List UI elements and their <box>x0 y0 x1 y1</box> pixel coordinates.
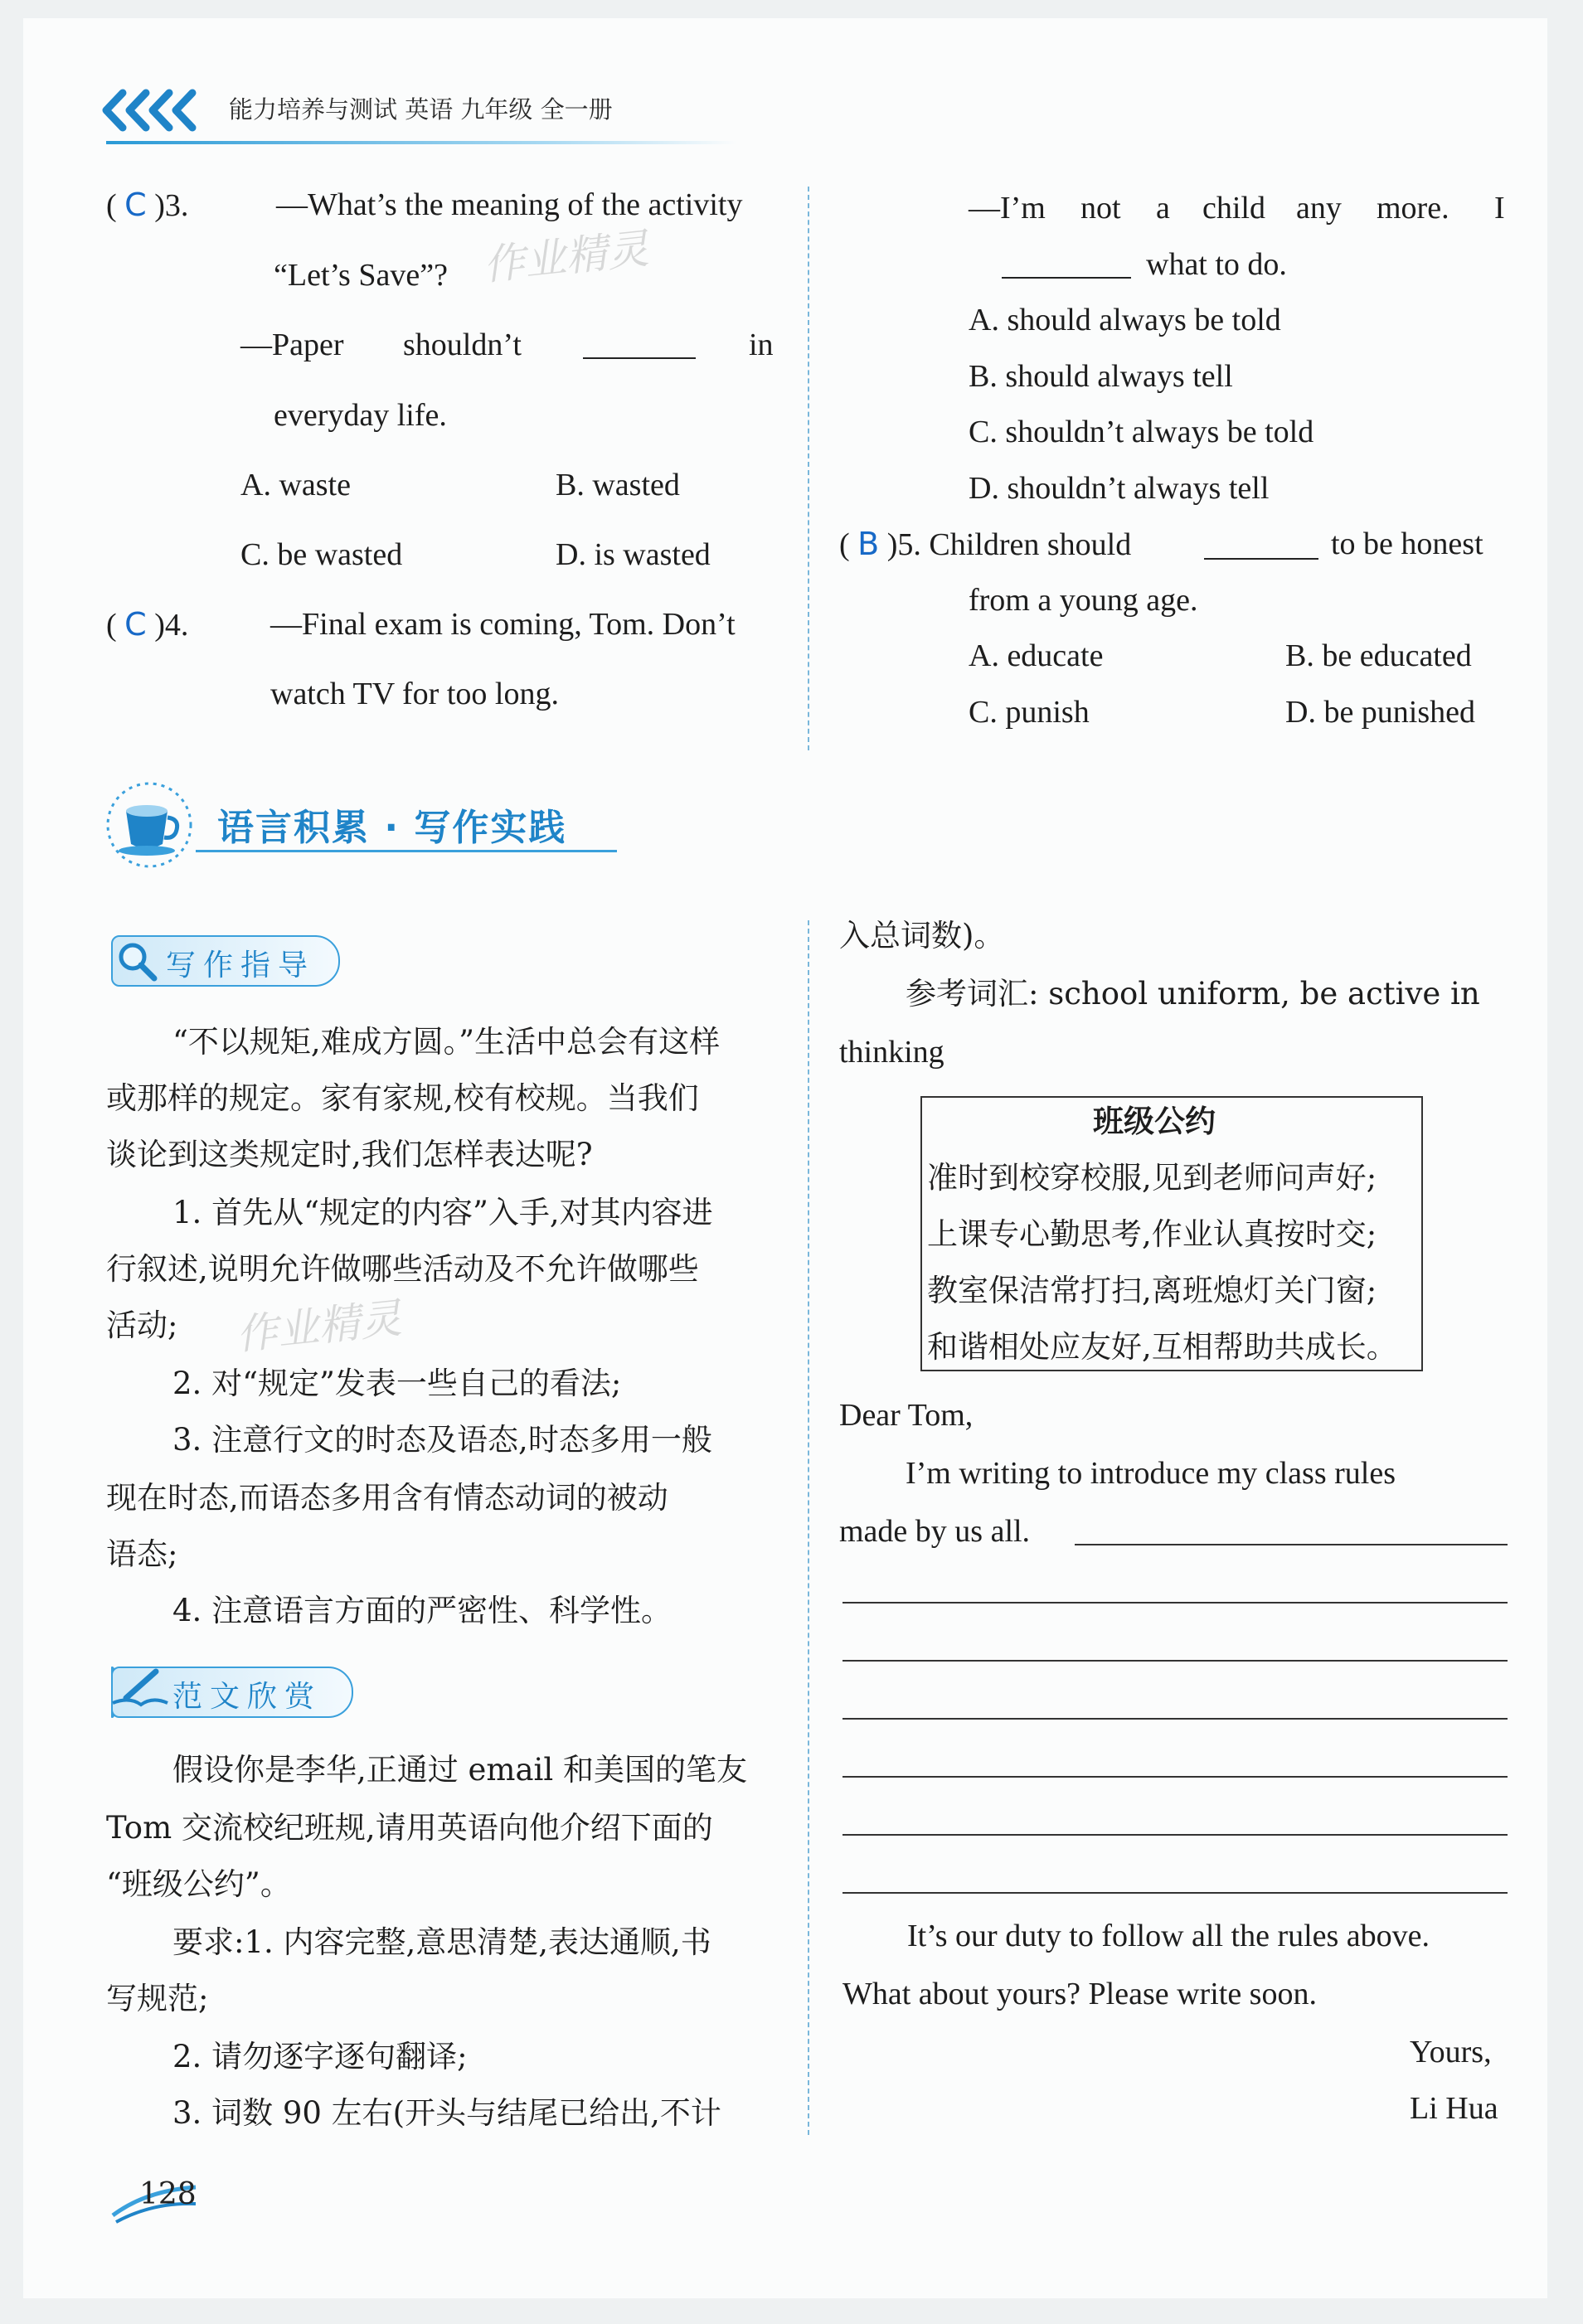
letter-greeting: Dear Tom, <box>839 1398 974 1433</box>
guide-intro-1: “不以规矩,难成方圆。”生活中总会有这样 <box>172 1024 721 1060</box>
letter-signature: Li Hua <box>1410 2091 1498 2126</box>
q3-stem-4: everyday life. <box>274 398 447 433</box>
q3-blank <box>583 332 696 359</box>
page-number: 128 <box>139 2177 197 2211</box>
writing-line-6[interactable] <box>842 1892 1508 1894</box>
q4-option-b: B. should always tell <box>969 359 1233 394</box>
q4-blank <box>1002 252 1131 279</box>
writing-line-2[interactable] <box>842 1660 1508 1662</box>
q4-stem-3d: child <box>1202 191 1265 226</box>
q4-stem-1: —Final exam is coming, Tom. Don’t <box>270 607 736 642</box>
q5-option-c: C. punish <box>969 695 1090 730</box>
q5-answer: ( B )5. Children should <box>839 526 1132 562</box>
letter-line-1: I’m writing to introduce my class rules <box>906 1456 1396 1491</box>
letter-ending-2: What about yours? Please write soon. <box>842 1977 1317 2011</box>
q3-stem-2: “Let’s Save”? <box>274 258 448 293</box>
guide-point-1b: 行叙述,说明允许做哪些活动及不允许做哪些 <box>106 1251 699 1287</box>
q4-stem-3g: I <box>1494 191 1505 226</box>
guide-point-3b: 现在时态,而语态多用含有情态动词的被动 <box>106 1480 668 1516</box>
guide-point-4: 4. 注意语言方面的严密性、科学性。 <box>172 1593 673 1628</box>
q3-stem-3b: shouldn’t <box>403 327 522 362</box>
letter-ending-1: It’s our duty to follow all the rules above. <box>907 1919 1430 1953</box>
guide-point-1a: 1. 首先从“规定的内容”入手,对其内容进 <box>172 1195 713 1230</box>
writing-line-0[interactable] <box>1075 1544 1508 1545</box>
class-rule-3: 教室保洁常打扫,离班熄灯关门窗; <box>927 1273 1377 1308</box>
letter-line-2: made by us all. <box>839 1514 1031 1549</box>
section-title-rule <box>196 850 617 852</box>
requirement-3a: 3. 词数 90 左右(开头与结尾已给出,不计 <box>172 2095 721 2131</box>
letter-closing: Yours, <box>1410 2035 1492 2069</box>
q3-option-d: D. is wasted <box>556 537 711 572</box>
task-3: “班级公约”。 <box>106 1866 291 1902</box>
q4-stem-3b: not <box>1080 191 1121 226</box>
q5-blank <box>1204 533 1318 560</box>
task-2: Tom 交流校纪班规,请用英语向他介绍下面的 <box>106 1810 713 1846</box>
q5-option-d: D. be punished <box>1285 695 1476 730</box>
q3-option-a: A. waste <box>240 468 351 502</box>
class-rules-title: 班级公约 <box>1093 1103 1216 1139</box>
section-title: 语言积累 · 写作实践 <box>217 807 567 849</box>
writing-guide-label: 写作指导 <box>166 949 316 982</box>
teacup-icon <box>103 779 196 871</box>
q4-option-c: C. shouldn’t always be told <box>969 415 1314 449</box>
column-divider-top <box>808 187 809 750</box>
header-rule <box>106 141 736 144</box>
requirement-2: 2. 请勿逐字逐句翻译; <box>172 2039 468 2074</box>
column-divider-bottom <box>808 920 809 2135</box>
requirement-1a: 要求:1. 内容完整,意思清楚,表达通顺,书 <box>172 1924 711 1960</box>
header-title: 能力培养与测试 英语 九年级 全一册 <box>229 95 613 124</box>
pen-book-icon <box>108 1665 169 1715</box>
writing-line-3[interactable] <box>842 1718 1508 1720</box>
watermark-middle: 作业精灵 <box>233 1293 404 1360</box>
q5-stem-1b: to be honest <box>1331 526 1483 561</box>
q3-option-c: C. be wasted <box>240 537 403 572</box>
q4-stem-3e: any <box>1296 191 1342 226</box>
guide-intro-3: 谈论到这类规定时,我们怎样表达呢? <box>106 1137 593 1172</box>
guide-point-3a: 3. 注意行文的时态及语态,时态多用一般 <box>172 1422 712 1458</box>
q5-option-a: A. educate <box>969 638 1104 673</box>
q4-stem-3c: a <box>1156 191 1170 226</box>
vocab-line-1: 参考词汇: school uniform, be active in <box>906 976 1480 1012</box>
q5-option-b: B. be educated <box>1285 638 1472 673</box>
watermark-top: 作业精灵 <box>480 224 651 290</box>
model-essay-label: 范文欣赏 <box>172 1680 323 1714</box>
guide-point-3c: 语态; <box>106 1536 178 1572</box>
guide-point-2: 2. 对“规定”发表一些自己的看法; <box>172 1366 622 1401</box>
class-rule-1: 准时到校穿校服,见到老师问声好; <box>927 1160 1377 1196</box>
vocab-line-2: thinking <box>839 1035 944 1070</box>
q4-option-a: A. should always be told <box>969 303 1281 337</box>
q4-stem-2: watch TV for too long. <box>270 677 559 711</box>
task-1: 假设你是李华,正通过 email 和美国的笔友 <box>172 1752 747 1788</box>
q3-stem-3c: in <box>749 327 774 362</box>
magnifier-icon <box>113 937 159 983</box>
requirement-1b: 写规范; <box>106 1981 209 2016</box>
q4-stem-3f: more. <box>1377 191 1449 226</box>
q4-answer: ( C )4. <box>106 606 189 643</box>
guide-intro-2: 或那样的规定。家有家规,校有校规。当我们 <box>106 1080 699 1116</box>
q3-stem-3a: —Paper <box>240 327 344 362</box>
chevrons-icon <box>98 85 206 136</box>
q4-option-d: D. shouldn’t always tell <box>969 471 1270 506</box>
q4-stem-4: what to do. <box>1146 247 1287 282</box>
class-rule-2: 上课专心勤思考,作业认真按时交; <box>927 1216 1377 1252</box>
q5-stem-2: from a young age. <box>969 583 1198 618</box>
writing-line-4[interactable] <box>842 1776 1508 1778</box>
writing-line-5[interactable] <box>842 1834 1508 1836</box>
guide-point-1c: 活动; <box>106 1308 178 1343</box>
writing-line-1[interactable] <box>842 1602 1508 1604</box>
q4-stem-3a: —I’m <box>969 191 1046 226</box>
requirement-3b: 入总词数)。 <box>839 918 1005 953</box>
class-rule-4: 和谐相处应友好,互相帮助共成长。 <box>927 1329 1397 1365</box>
q3-option-b: B. wasted <box>556 468 680 502</box>
q3-stem-1: —What’s the meaning of the activity <box>276 187 743 222</box>
q3-answer: ( C )3. <box>106 187 189 223</box>
